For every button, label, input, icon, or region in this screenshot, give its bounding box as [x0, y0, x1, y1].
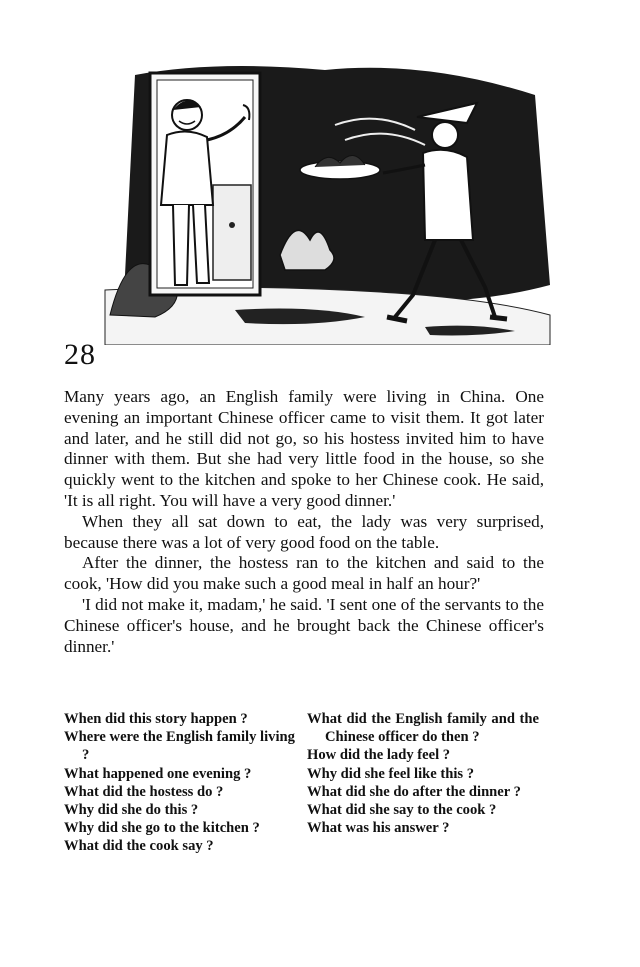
question: What happened one evening ?	[64, 765, 252, 782]
story-paragraph: Many years ago, an English family were living in China. One evening an important Chinese officer came to visit them. It got later and later, and he still did not go, so his hostess invited him to have dinner with them. But she had very little food in the house, so she quickly went to the kitchen and spoke to her Chinese cook. He said, 'It is all right. You will have a very good dinner.'	[64, 387, 544, 510]
questions-right-column	[307, 710, 539, 837]
question: Why did she go to the kitchen ?	[64, 820, 260, 837]
question: Why did she feel like this ?	[307, 765, 475, 782]
story-paragraph: When they all sat down to eat, the lady was very surprised, because there was a lot of very good food on the table.	[64, 511, 544, 552]
illustration-cook-carrying-dinner	[95, 55, 555, 345]
question: When did this story happen ?	[64, 711, 248, 727]
question: What was his answer ?	[307, 820, 450, 837]
story-text	[64, 387, 544, 657]
story-paragraph: After the dinner, the hostess ran to the kitchen and said to the cook, 'How did you make such a good meal in half an hour?'	[64, 553, 544, 594]
question: Where were the English family living ?	[64, 729, 295, 764]
question: What did she do after the dinner ?	[307, 783, 521, 800]
page-number: 28	[64, 338, 96, 371]
questions-left-column	[64, 710, 299, 856]
question: What did the hostess do ?	[64, 783, 224, 800]
question: How did the lady feel ?	[307, 747, 451, 764]
question: What did the cook say ?	[64, 838, 214, 855]
story-paragraph: 'I did not make it, madam,' he said. 'I sent one of the servants to the Chinese officer's house, and he brought back the Chinese officer's dinner.'	[64, 594, 544, 656]
question: What did she say to the cook ?	[307, 802, 497, 819]
question: What did the English family and the Chinese officer do then ?	[307, 711, 539, 746]
question: Why did she do this ?	[64, 802, 199, 819]
